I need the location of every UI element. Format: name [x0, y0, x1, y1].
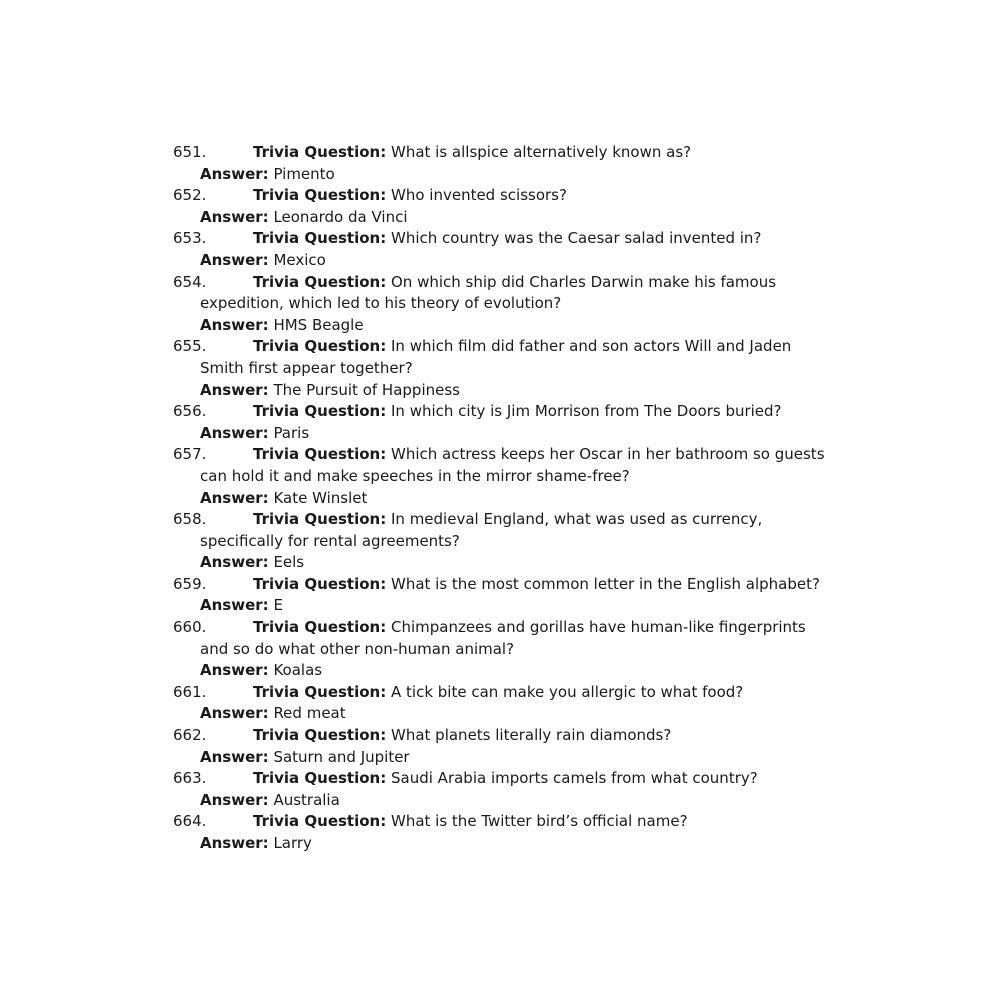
- trivia-item: [173, 811, 833, 854]
- answer-line: [200, 423, 833, 445]
- answer-line: [200, 790, 833, 812]
- answer-text: HMS Beagle: [273, 315, 364, 334]
- answer-label: Answer:: [200, 790, 269, 809]
- answer-label: Answer:: [200, 207, 269, 226]
- answer-label: Answer:: [200, 488, 269, 507]
- question-text: Saudi Arabia imports camels from what country?: [391, 769, 758, 788]
- trivia-item: [173, 401, 833, 444]
- item-number: 660.: [173, 618, 207, 637]
- answer-line: [200, 164, 833, 186]
- answer-label: Answer:: [200, 553, 269, 572]
- item-number: 651.: [173, 143, 207, 161]
- question-text: In which film did father and son actors Will and Jaden Smith first appear together?: [200, 337, 792, 377]
- answer-text: E: [273, 596, 283, 615]
- answer-line: [200, 595, 833, 617]
- question-text: A tick bite can make you allergic to what food?: [391, 682, 744, 701]
- answer-text: Pimento: [273, 164, 335, 183]
- question-text: What is the most common letter in the English alphabet?: [391, 574, 820, 593]
- question-label: Trivia Question:: [253, 143, 387, 161]
- question-label: Trivia Question:: [253, 726, 387, 745]
- question-label: Trivia Question:: [253, 186, 387, 205]
- question-label: Trivia Question:: [253, 445, 387, 464]
- question-label: Trivia Question:: [253, 510, 387, 529]
- answer-text: Kate Winslet: [273, 488, 368, 507]
- answer-text: Saturn and Jupiter: [273, 747, 410, 766]
- item-number: 657.: [173, 445, 207, 464]
- question-text: Chimpanzees and gorillas have human-like fingerprints and so do what other non-human animal?: [200, 618, 806, 658]
- answer-text: Larry: [273, 834, 312, 852]
- answer-label: Answer:: [200, 423, 269, 442]
- trivia-item: [173, 272, 833, 337]
- item-number: 659.: [173, 574, 207, 593]
- trivia-item: [173, 768, 833, 811]
- question-label: Trivia Question:: [253, 618, 387, 637]
- question-label: Trivia Question:: [253, 682, 387, 701]
- question-label: Trivia Question:: [253, 229, 387, 248]
- question-text: What is allspice alternatively known as?: [391, 143, 692, 161]
- trivia-item: [173, 142, 833, 185]
- answer-line: [200, 488, 833, 510]
- answer-label: Answer:: [200, 596, 269, 615]
- answer-label: Answer:: [200, 164, 269, 183]
- question-text: Which actress keeps her Oscar in her bathroom so guests can hold it and make speeches in the mirror shame-free?: [200, 445, 825, 485]
- question-label: Trivia Question:: [253, 574, 387, 593]
- answer-label: Answer:: [200, 250, 269, 269]
- trivia-item: [173, 509, 833, 574]
- answer-text: Mexico: [273, 250, 326, 269]
- trivia-item: [173, 617, 833, 682]
- answer-label: Answer:: [200, 704, 269, 723]
- answer-text: Koalas: [273, 661, 323, 680]
- trivia-item: [173, 574, 833, 617]
- answer-line: [200, 250, 833, 272]
- item-number: 658.: [173, 510, 207, 529]
- trivia-list: [173, 142, 833, 855]
- answer-line: [200, 552, 833, 574]
- question-label: Trivia Question:: [253, 812, 387, 831]
- question-label: Trivia Question:: [253, 337, 387, 356]
- answer-line: [200, 833, 833, 855]
- answer-line: [200, 380, 833, 402]
- answer-label: Answer:: [200, 380, 269, 399]
- item-number: 662.: [173, 726, 207, 745]
- trivia-item: [173, 185, 833, 228]
- answer-label: Answer:: [200, 661, 269, 680]
- trivia-item: [173, 682, 833, 725]
- answer-line: [200, 660, 833, 682]
- question-label: Trivia Question:: [253, 272, 387, 291]
- item-number: 652.: [173, 186, 207, 205]
- question-label: Trivia Question:: [253, 402, 387, 421]
- answer-line: [200, 315, 833, 337]
- item-number: 655.: [173, 337, 207, 356]
- question-text: What planets literally rain diamonds?: [391, 726, 672, 745]
- question-text: Which country was the Caesar salad invented in?: [391, 229, 762, 248]
- question-text: In medieval England, what was used as currency, specifically for rental agreements?: [200, 510, 763, 550]
- trivia-item: [173, 228, 833, 271]
- answer-label: Answer:: [200, 315, 269, 334]
- trivia-item: [173, 725, 833, 768]
- item-number: 656.: [173, 402, 207, 421]
- trivia-item: [173, 444, 833, 509]
- answer-label: Answer:: [200, 834, 269, 852]
- question-text: What is the Twitter bird’s official name?: [391, 812, 688, 831]
- answer-text: Eels: [273, 553, 305, 572]
- trivia-item: [173, 336, 833, 401]
- item-number: 654.: [173, 272, 207, 291]
- question-text: In which city is Jim Morrison from The Doors buried?: [391, 402, 782, 421]
- item-number: 661.: [173, 682, 207, 701]
- question-text: On which ship did Charles Darwin make his famous expedition, which led to his theory of evolution?: [200, 272, 777, 313]
- answer-line: [200, 207, 833, 229]
- item-number: 663.: [173, 769, 207, 788]
- item-number: 664.: [173, 812, 207, 831]
- item-number: 653.: [173, 229, 207, 248]
- answer-text: The Pursuit of Happiness: [273, 380, 460, 399]
- question-label: Trivia Question:: [253, 769, 387, 788]
- answer-line: [200, 703, 833, 725]
- answer-text: Red meat: [273, 704, 346, 723]
- answer-text: Paris: [273, 423, 310, 442]
- answer-line: [200, 747, 833, 769]
- answer-label: Answer:: [200, 747, 269, 766]
- question-text: Who invented scissors?: [391, 186, 567, 205]
- answer-text: Leonardo da Vinci: [273, 207, 408, 226]
- answer-text: Australia: [273, 790, 340, 809]
